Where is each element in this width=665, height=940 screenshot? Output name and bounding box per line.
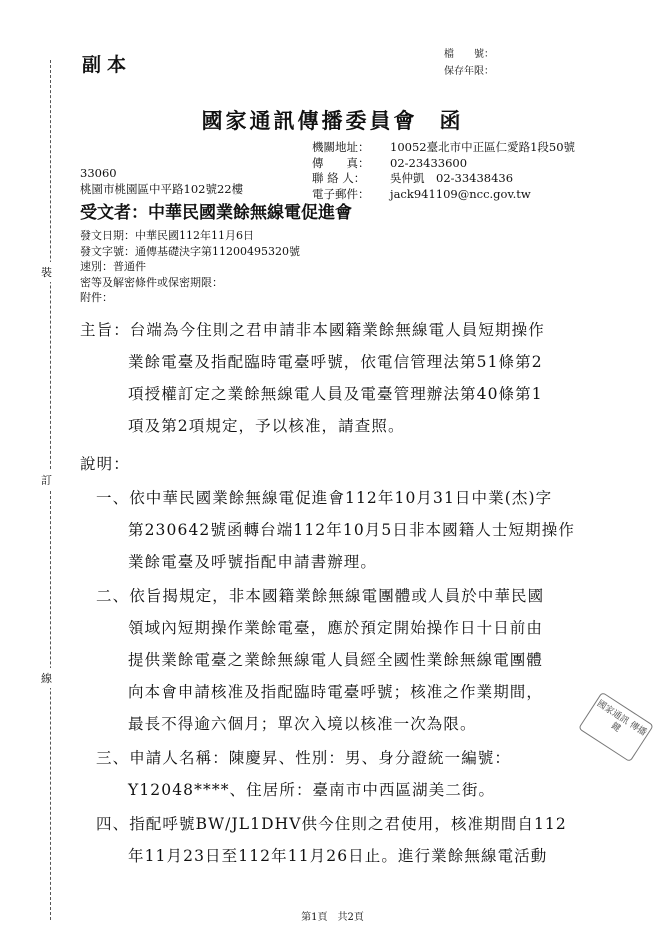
item-line: 業餘電臺及呼號指配申請書辦理。 bbox=[128, 553, 378, 571]
item-line: 三、申請人名稱：陳慶昇、性別：男、身分證統一編號： bbox=[96, 749, 512, 767]
subject-line: 項及第2項規定，予以核准，請查照。 bbox=[128, 417, 405, 435]
subject-line: 項授權訂定之業餘無線電人員及電臺管理辦法第40條第1 bbox=[128, 385, 543, 403]
item-line: 四、指配呼號BW/JL1DHV供今住則之君使用，核准期間自112 bbox=[96, 815, 567, 833]
subject-line: 業餘電臺及指配臨時電臺呼號，依電信管理法第51條第2 bbox=[128, 353, 543, 371]
meta-block bbox=[80, 228, 300, 306]
contact-row: 機關地址： 10052臺北市中正區仁愛路1段50號 bbox=[312, 140, 576, 154]
page-footer: 第1頁 共2頁 bbox=[301, 912, 364, 923]
recipient-address: 桃園市桃園區中平路102號22樓 bbox=[80, 182, 244, 196]
copy-mark: 副本 bbox=[82, 54, 133, 76]
retention-label: 保存年限： bbox=[444, 66, 494, 77]
document-title bbox=[0, 105, 665, 135]
item-line: 最長不得逾六個月；單次入境以核准一次為限。 bbox=[128, 715, 477, 733]
explanation-label: 說明： bbox=[80, 455, 130, 473]
recipient-zip: 33060 bbox=[80, 166, 117, 180]
binding-mark-ding: 訂 bbox=[41, 470, 52, 490]
file-no-label: 檔 號： bbox=[444, 49, 494, 60]
doc-type: 函 bbox=[439, 108, 464, 133]
file-info bbox=[444, 46, 494, 80]
binding-mark-zhuang: 裝 bbox=[41, 262, 52, 282]
item-line: Y12048****、住居所：臺南市中西區湖美二街。 bbox=[128, 781, 496, 799]
item-line: 領域內短期操作業餘電臺，應於預定開始操作日十日前由 bbox=[128, 619, 544, 637]
meta-row: 發文日期：中華民國112年11月6日 bbox=[80, 229, 254, 242]
meta-row: 發文字號：通傳基礎決字第11200495320號 bbox=[80, 244, 300, 258]
meta-row: 速別：普通件 bbox=[80, 260, 146, 273]
item-line: 提供業餘電臺之業餘無線電人員經全國性業餘無線電團體 bbox=[128, 651, 544, 669]
seal-stamp: 國家通訊 傳播 鍵 bbox=[578, 692, 654, 763]
subject-line: 主旨：台端為今住則之君申請非本國籍業餘無線電人員短期操作 bbox=[80, 321, 545, 339]
contact-block bbox=[312, 140, 575, 202]
binding-line bbox=[50, 60, 51, 920]
contact-row: 傳 真： 02-23433600 bbox=[312, 155, 468, 170]
item-line: 第230642號函轉台端112年10月5日非本國籍人士短期操作 bbox=[128, 521, 575, 539]
meta-row: 密等及解密條件或保密期限： bbox=[80, 275, 223, 289]
item-line: 一、依中華民國業餘無線電促進會112年10月31日中業(杰)字 bbox=[96, 489, 553, 507]
binding-mark-xian: 線 bbox=[41, 668, 52, 688]
item-line: 二、依旨揭規定，非本國籍業餘無線電團體或人員於中華民國 bbox=[96, 587, 545, 605]
item-line: 向本會申請核准及指配臨時電臺呼號；核准之作業期間， bbox=[128, 683, 544, 701]
contact-row: 電子郵件： jack941109@ncc.gov.tw bbox=[312, 186, 531, 201]
agency-name: 國家通訊傳播委員會 bbox=[201, 108, 418, 133]
item-line: 年11月23日至112年11月26日止。進行業餘無線電活動 bbox=[128, 847, 548, 865]
recipient: 受文者：中華民國業餘無線電促進會 bbox=[80, 203, 352, 223]
meta-row: 附件： bbox=[80, 291, 113, 304]
contact-row: 聯 絡 人： 吳仲凱 02-33438436 bbox=[312, 171, 514, 185]
